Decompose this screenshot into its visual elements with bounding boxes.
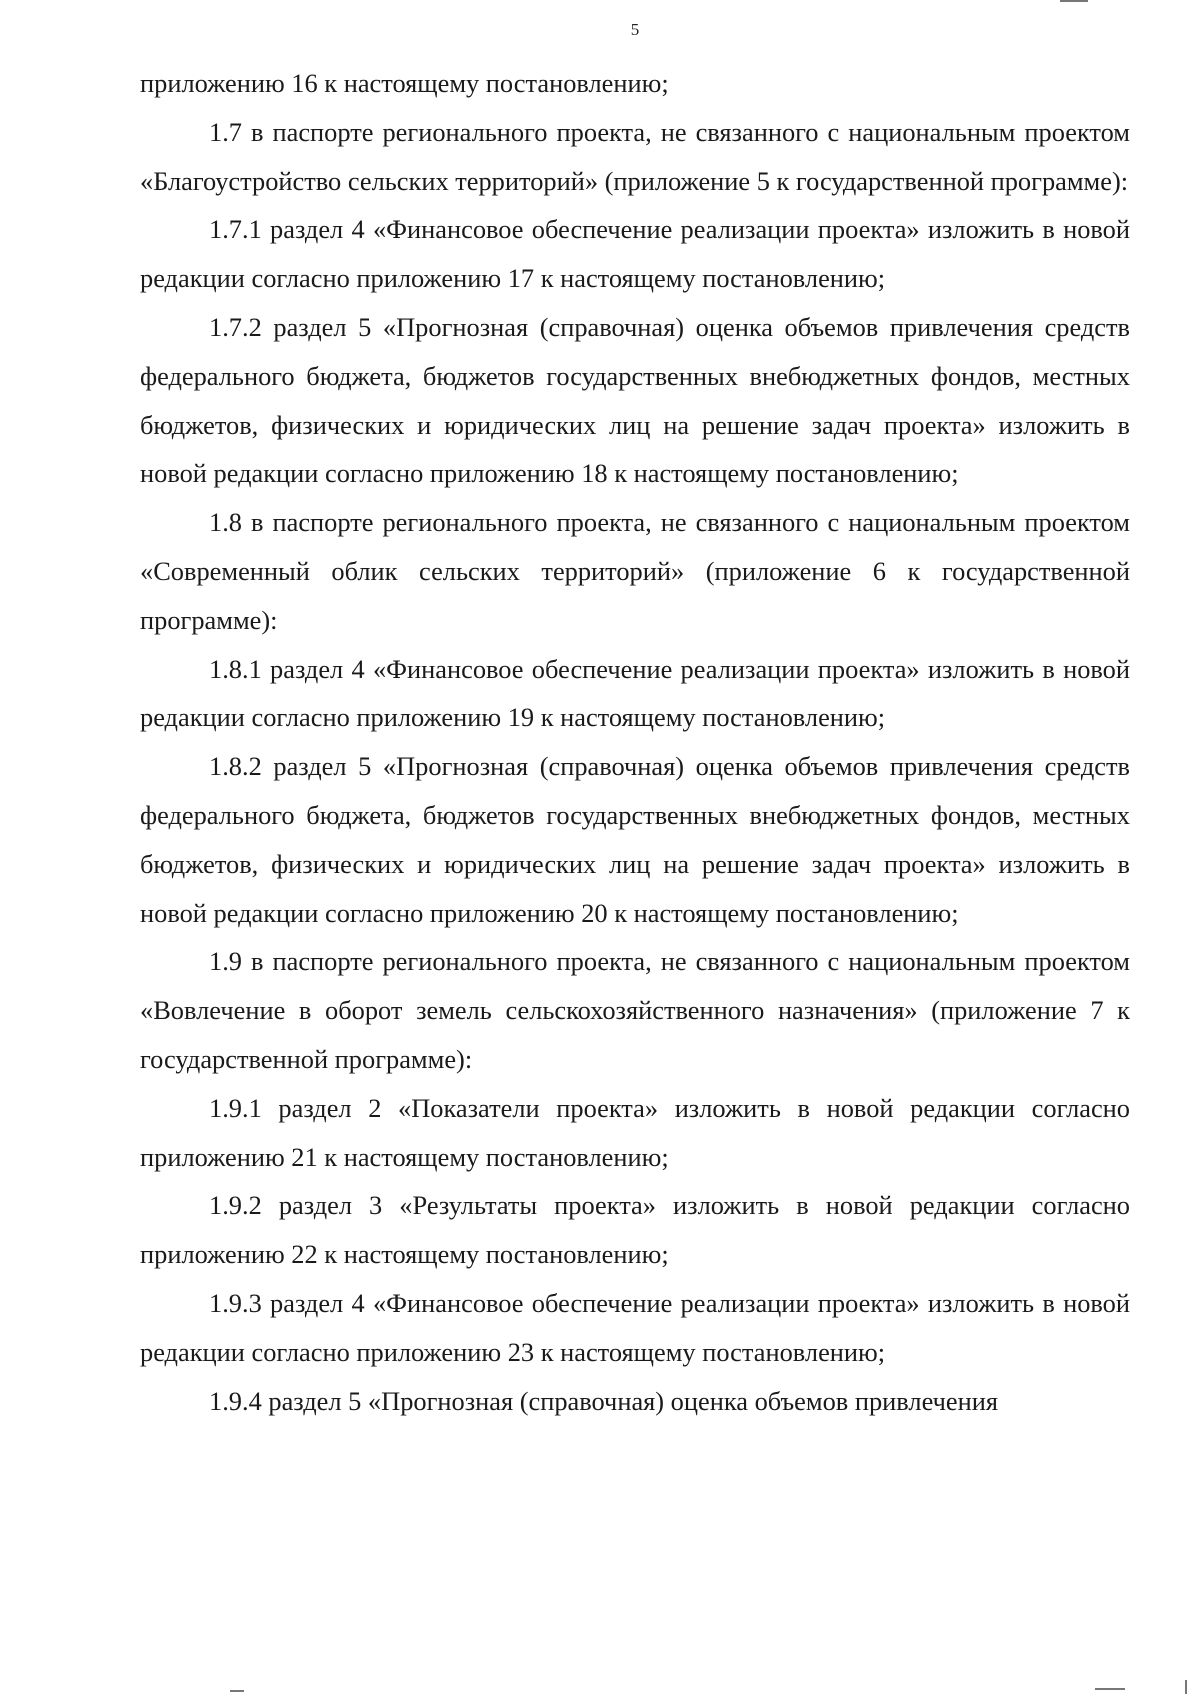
paragraph-1-9-3: 1.9.3 раздел 4 «Финансовое обеспечение реализации проекта» изложить в новой редакции согласно приложению 23 к настоящему постановлению; bbox=[140, 1287, 1130, 1367]
paragraph-1-9-4: 1.9.4 раздел 5 «Прогнозная (справочная) оценка объемов привлечения bbox=[209, 1385, 998, 1416]
paragraph-1-9: 1.9 в паспорте регионального проекта, не связанного с национальным проектом «Вовлечение в оборот земель сельскохозяйственного назначения» (приложение 7 к государственной программе): bbox=[140, 946, 1130, 1074]
paragraph-1-9-2: 1.9.2 раздел 3 «Результаты проекта» изложить в новой редакции согласно приложению 22 к настоящему постановлению; bbox=[140, 1190, 1130, 1270]
paragraph-1-7: 1.7 в паспорте регионального проекта, не связанного с национальным проектом «Благоустройство сельских территорий» (приложение 5 к государственной программе): bbox=[140, 116, 1130, 196]
scan-mark-bottom-right bbox=[1095, 1688, 1125, 1690]
paragraph-1-7-2: 1.7.2 раздел 5 «Прогнозная (справочная) оценка объемов привлечения средств федерального бюджета, бюджетов государственных внебюджетных фондов, местных бюджетов, физических и юридических лиц на решение задач проекта» изложить в новой редакции согласно приложению 18 к настоящему постановлению; bbox=[140, 311, 1130, 489]
document-body bbox=[140, 59, 1130, 1425]
scan-mark-bottom-left bbox=[230, 1690, 244, 1692]
paragraph-1-8: 1.8 в паспорте регионального проекта, не связанного с национальным проектом «Современный облик сельских территорий» (приложение 6 к государственной программе): bbox=[140, 507, 1130, 635]
scan-mark-top-right bbox=[1060, 0, 1088, 2]
paragraph-1-8-2: 1.8.2 раздел 5 «Прогнозная (справочная) оценка объемов привлечения средств федерального бюджета, бюджетов государственных внебюджетных фондов, местных бюджетов, физических и юридических лиц на решение задач проекта» изложить в новой редакции согласно приложению 20 к настоящему постановлению; bbox=[140, 751, 1130, 928]
scan-mark-right-edge bbox=[1185, 1680, 1187, 1694]
paragraph-1-8-1: 1.8.1 раздел 4 «Финансовое обеспечение реализации проекта» изложить в новой редакции согласно приложению 19 к настоящему постановлению; bbox=[140, 653, 1130, 733]
paragraph-1-7-1: 1.7.1 раздел 4 «Финансовое обеспечение реализации проекта» изложить в новой редакции согласно приложению 17 к настоящему постановлению; bbox=[140, 214, 1130, 294]
page-number: 5 bbox=[630, 20, 640, 39]
paragraph-1-9-1: 1.9.1 раздел 2 «Показатели проекта» изложить в новой редакции согласно приложению 21 к настоящему постановлению; bbox=[140, 1092, 1130, 1172]
paragraph-continuation: приложению 16 к настоящему постановлению; bbox=[140, 68, 669, 98]
